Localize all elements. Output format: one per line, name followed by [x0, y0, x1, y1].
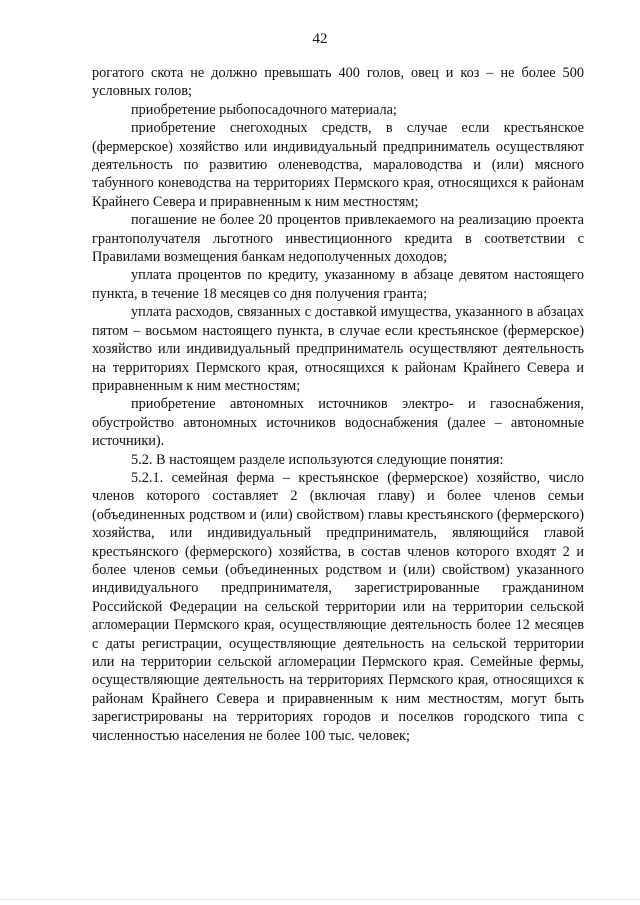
body-text: [92, 64, 584, 745]
paragraph: уплата расходов, связанных с доставкой имущества, указанного в абзацах пятом – восьмом настоящего пункта, в случае если крестьянское (фермерское) хозяйство или индивидуальный предприниматель осуществляют деятельность на территориях Пермского края, относящихся к районам Крайнего Севера и приравненным к ним местностям;: [92, 304, 584, 394]
paragraph: приобретение рыбопосадочного материала;: [131, 101, 397, 118]
paragraph: погашение не более 20 процентов привлекаемого на реализацию проекта грантополучателя льготного инвестиционного кредита в соответствии с Правилами возмещения банкам недополученных доходов;: [92, 212, 584, 266]
paragraph: приобретение снегоходных средств, в случае если крестьянское (фермерское) хозяйство или индивидуальный предприниматель осуществляют деятельность по развитию оленеводства, мараловодства и (или) мясного табунного коневодства на территориях Пермского края, относящихся к районам Крайнего Севера и приравненным к ним местностям;: [92, 120, 584, 210]
paragraph: 5.2.1. семейная ферма – крестьянское (фермерское) хозяйство, число членов которого составляет 2 (включая главу) и более членов семьи (объединенных родством и (или) свойством) главы крестьянского (фермерского) хозяйства, или индивидуальный предприниматель, являющийся главой крестьянского (фермерского) хозяйства, в состав членов которого входят 2 и более членов семьи (объединенных родством и (или) свойством) указанного индивидуального предпринимателя, зарегистрированные гражданином Российской Федерации на сельской территории или на территории сельской агломерации Пермского края, осуществляющие деятельность более 12 месяцев с даты регистрации, осуществляющие деятельность на сельской территории или на территории сельской агломерации Пермского края. Семейные фермы, осуществляющие деятельность на территориях Пермского края, относящихся к районам Крайнего Севера и приравненным к ним местностям, могут быть зарегистрированы на территориях городов и поселков городского типа с численностью населения не более 100 тыс. человек;: [92, 469, 584, 744]
paragraph: рогатого скота не должно превышать 400 голов, овец и коз – не более 500 условных голов;: [92, 65, 584, 100]
paragraph: приобретение автономных источников электро- и газоснабжения, обустройство автономных источников водоснабжения (далее – автономные источники).: [92, 396, 584, 450]
paragraph: 5.2. В настоящем разделе используются следующие понятия:: [131, 451, 504, 468]
page-number: 42: [312, 31, 328, 47]
paragraph: уплата процентов по кредиту, указанному в абзаце девятом настоящего пункта, в течение 18 месяцев со дня получения гранта;: [92, 267, 584, 302]
page-bottom-edge: [0, 899, 640, 900]
